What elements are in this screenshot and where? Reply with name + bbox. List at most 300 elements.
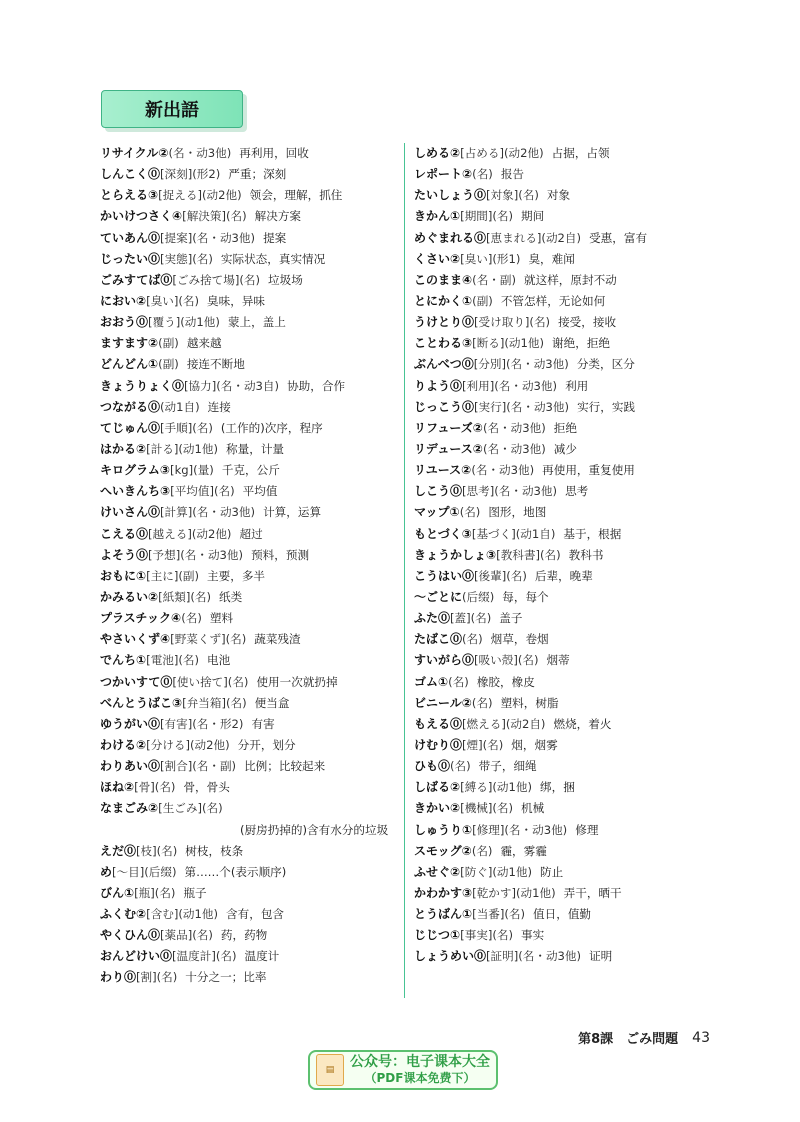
vocab-info: [電池](名)	[146, 653, 200, 668]
vocab-meaning: 分开，划分	[237, 737, 296, 752]
vocab-entry	[100, 228, 400, 249]
vocab-info: [防ぐ](动1他)	[460, 864, 533, 879]
vocab-info: [教科書](名)	[496, 547, 561, 562]
vocab-word: ふくむ②	[100, 907, 147, 922]
vocab-entry	[100, 206, 400, 227]
vocab-entry	[100, 693, 400, 714]
vocab-info: [割](名)	[136, 970, 178, 985]
vocab-entry	[414, 354, 714, 375]
vocab-word: め	[100, 864, 113, 879]
vocab-word: やくひん⓪	[100, 928, 161, 943]
vocab-info: (副)	[158, 336, 179, 351]
vocab-entry	[414, 270, 714, 291]
vocab-entry	[414, 608, 714, 629]
vocab-meaning: 实际状态，真实情况	[220, 251, 326, 266]
vocab-info: (名)	[459, 505, 481, 520]
vocab-info: [分別](名・动3他)	[473, 357, 569, 372]
vocab-word: おんどけい⓪	[100, 949, 173, 964]
vocab-info: [予想](名・动3他)	[148, 547, 244, 562]
vocab-info: [事実](名)	[460, 928, 514, 943]
vocab-entry	[414, 185, 714, 206]
vocab-meaning: 蒙上，盖上	[227, 315, 286, 330]
vocab-word: けいさん⓪	[100, 505, 161, 520]
vocab-meaning: 温度计	[244, 949, 280, 964]
vocab-info: (名・动3他)	[471, 463, 535, 478]
vocab-meaning: 占据，占领	[551, 146, 610, 160]
vocab-word: めぐまれる⓪	[414, 230, 487, 245]
vocab-meaning: 绑，捆	[540, 780, 575, 795]
vocab-meaning: 含有，包含	[226, 907, 285, 922]
vocab-word: どんどん①	[100, 357, 159, 372]
vocab-meaning: 主要，多半	[207, 568, 266, 583]
vocab-entry	[100, 904, 400, 925]
vocab-info: (名)	[450, 759, 471, 774]
vocab-word: ゴム①	[414, 674, 449, 689]
vocab-entry	[100, 714, 400, 735]
vocab-word: なまごみ②	[100, 801, 159, 816]
vocab-meaning: 第……个(表示顺序)	[184, 864, 287, 879]
vocab-meaning: 证明	[589, 949, 613, 964]
vocab-info: [主に](副)	[146, 568, 200, 583]
vocab-column-right	[414, 143, 714, 967]
vocab-info: [実行](名・动3他)	[474, 399, 570, 414]
vocab-entry	[414, 841, 714, 862]
vocab-entry	[414, 587, 714, 608]
vocab-entry	[100, 820, 400, 841]
vocab-info: [占める](动2他)	[460, 146, 544, 160]
vocab-info: (名・副)	[472, 272, 516, 287]
vocab-entry	[100, 291, 400, 312]
vocab-word: べんとうばこ③	[100, 695, 183, 710]
page-footer	[578, 1028, 710, 1047]
vocab-meaning: 烟草，卷烟	[490, 632, 549, 647]
book-icon: ▤	[316, 1054, 344, 1086]
vocab-word: じじつ①	[414, 928, 461, 943]
vocab-entry	[414, 629, 714, 650]
vocab-entry	[100, 756, 400, 777]
vocab-info: [受け取り](名)	[474, 315, 551, 330]
vocab-entry	[414, 820, 714, 841]
vocab-meaning: 计算，运算	[263, 505, 322, 520]
vocab-info: [覆う](动1他)	[148, 315, 220, 330]
vocab-word: よそう⓪	[100, 547, 149, 562]
vocab-info: [実態](名)	[160, 251, 213, 266]
vocab-entry	[414, 735, 714, 756]
vocab-word: おおう⓪	[100, 315, 149, 330]
vocab-entry	[414, 883, 714, 904]
vocab-entry	[414, 291, 714, 312]
vocab-word: リデュース②	[414, 441, 483, 456]
vocab-meaning: 越来越	[186, 336, 222, 351]
vocab-entry	[414, 756, 714, 777]
vocab-meaning: 十分之一；比率	[185, 970, 267, 985]
page-number: 43	[692, 1029, 710, 1046]
vocab-meaning: 对象	[546, 188, 571, 203]
vocab-word: しんこく⓪	[100, 167, 161, 182]
vocab-entry	[100, 185, 400, 206]
watermark-line-2: （PDF课本免费下）	[364, 1071, 476, 1085]
vocab-entry	[100, 777, 400, 798]
vocab-entry	[100, 164, 400, 185]
vocab-word: てじゅん⓪	[100, 420, 161, 435]
vocab-info: [温度計](名)	[172, 949, 237, 964]
vocab-meaning: 塑料	[209, 611, 234, 626]
vocab-meaning: 超过	[239, 526, 263, 541]
vocab-info: [思考](名・动3他)	[462, 484, 558, 499]
vocab-info: [後輩](名)	[474, 568, 527, 583]
vocab-info: [縛る](动1他)	[460, 780, 533, 795]
vocab-word: じったい⓪	[100, 251, 161, 266]
vocab-meaning: 利用	[565, 378, 589, 393]
vocab-word: ふせぐ②	[414, 864, 461, 879]
vocab-meaning: 连接	[207, 399, 231, 414]
vocab-column-left	[100, 143, 400, 989]
vocab-info: [kg](量)	[170, 463, 214, 478]
vocab-info: (副)	[472, 293, 493, 308]
vocab-meaning: 分类，区分	[576, 357, 635, 372]
vocab-meaning: 称量，计量	[226, 441, 285, 456]
vocab-word: きょうかしょ③	[414, 547, 497, 562]
vocab-meaning: 药，药物	[220, 928, 268, 943]
vocab-word: しばる②	[414, 780, 461, 795]
vocab-word: つかいすて⓪	[100, 674, 173, 689]
vocab-info: [機械](名)	[460, 801, 514, 816]
lesson-title: 第8課 ごみ問題	[578, 1032, 679, 1047]
vocab-info: (名)	[462, 632, 483, 647]
vocab-meaning: 值日，值勤	[533, 907, 592, 922]
vocab-meaning: 电池	[207, 653, 231, 668]
vocab-info: (后缀)	[462, 589, 495, 604]
vocab-word: しゅうり①	[414, 822, 473, 837]
vocab-word: わりあい⓪	[100, 759, 161, 774]
vocab-word: たいしょう⓪	[414, 188, 487, 203]
vocab-meaning: 防止	[540, 864, 564, 879]
vocab-word: でんち①	[100, 653, 147, 668]
vocab-word: ていあん⓪	[100, 230, 161, 245]
vocab-meaning: 后辈，晚辈	[534, 568, 593, 583]
vocab-entry	[414, 502, 714, 523]
vocab-meaning: 事实	[521, 928, 545, 943]
vocab-word: レポート②	[414, 167, 473, 182]
vocab-word: けむり⓪	[414, 737, 463, 752]
vocab-meaning: 弄干，晒干	[563, 885, 622, 900]
vocab-info: [計算](名・动3他)	[160, 505, 256, 520]
vocab-entry	[100, 376, 400, 397]
vocab-info: [枝](名)	[136, 843, 178, 858]
vocab-entry	[414, 862, 714, 883]
vocab-entry	[414, 904, 714, 925]
vocab-word: かみるい②	[100, 589, 159, 604]
vocab-info: [臭い](形1)	[460, 251, 521, 266]
vocab-info: [燃える](动2自)	[462, 716, 546, 731]
vocab-info: [有害](名・形2)	[160, 716, 244, 731]
watermark-line-1: 公众号：电子课本大全	[350, 1054, 490, 1070]
vocab-entry	[414, 566, 714, 587]
vocab-meaning: 减少	[553, 441, 577, 456]
vocab-meaning: 教科书	[568, 547, 604, 562]
vocab-entry	[100, 418, 400, 439]
vocab-word: リサイクル②	[100, 146, 169, 160]
vocab-meaning: 霾，雾霾	[500, 843, 547, 858]
vocab-info: [証明](名・动3他)	[486, 949, 582, 964]
vocab-entry	[414, 143, 714, 164]
vocab-info: (名・动3他)	[482, 420, 546, 435]
vocab-info: [臭い](名)	[146, 293, 200, 308]
vocab-entry	[414, 249, 714, 270]
vocab-meaning: 基于，根据	[563, 526, 622, 541]
vocab-meaning: 燃烧，着火	[553, 716, 612, 731]
vocab-entry	[414, 206, 714, 227]
vocab-info: [解決策](名)	[182, 209, 247, 224]
vocab-entry	[100, 925, 400, 946]
vocab-entry	[100, 967, 400, 988]
vocab-meaning: 预料，预测	[251, 547, 310, 562]
vocab-meaning: 实行，实践	[577, 399, 636, 414]
vocab-word: プラスチック④	[100, 611, 182, 626]
vocab-entry	[100, 143, 400, 164]
vocab-word: ゆうがい⓪	[100, 716, 161, 731]
vocab-entry	[100, 650, 400, 671]
vocab-word: へいきんち③	[100, 484, 171, 499]
vocab-meaning: 骨，骨头	[183, 780, 230, 795]
vocab-entry	[414, 777, 714, 798]
vocab-entry	[100, 587, 400, 608]
vocab-word: びん①	[100, 885, 135, 900]
vocab-info: [紙類](名)	[158, 589, 212, 604]
vocab-word: きかい②	[414, 801, 461, 816]
vocab-entry	[100, 460, 400, 481]
vocab-meaning: 垃圾场	[268, 272, 303, 287]
vocab-info: (名・动3他)	[168, 146, 232, 160]
vocab-info: [弁当箱](名)	[182, 695, 247, 710]
vocab-info: [分ける](动2他)	[146, 737, 230, 752]
vocab-entry	[414, 524, 714, 545]
vocab-info: [協力](名・动3自)	[184, 378, 280, 393]
section-title: 新出語	[101, 90, 243, 128]
vocab-meaning: 烟，烟雾	[511, 737, 558, 752]
vocab-entry	[100, 946, 400, 967]
vocab-info: [基づく](动1自)	[471, 526, 556, 541]
vocab-entry	[414, 397, 714, 418]
vocab-meaning: (工作的)次序，程序	[220, 420, 323, 435]
vocab-entry	[100, 841, 400, 862]
vocab-info: [利用](名・动3他)	[462, 378, 558, 393]
vocab-entry	[100, 312, 400, 333]
vocab-word: えだ⓪	[100, 843, 137, 858]
vocab-word: ぶんべつ⓪	[414, 357, 474, 372]
vocab-word: かわかす③	[414, 885, 473, 900]
vocab-entry	[100, 481, 400, 502]
vocab-entry	[100, 629, 400, 650]
vocab-entry	[414, 946, 714, 967]
vocab-meaning: 塑料，树脂	[500, 695, 559, 710]
vocab-info: [煙](名)	[462, 737, 504, 752]
vocab-entry	[100, 249, 400, 270]
vocab-word: マップ①	[414, 505, 460, 520]
vocab-entry	[414, 333, 714, 354]
vocab-meaning: 有害	[251, 716, 275, 731]
vocab-word: こうはい⓪	[414, 568, 475, 583]
vocab-word: もとづく③	[414, 526, 472, 541]
vocab-word: ～ごとに	[414, 589, 463, 604]
vocab-entry	[100, 545, 400, 566]
vocab-meaning: 再使用，重复使用	[542, 463, 635, 478]
vocab-word: ひも⓪	[414, 759, 451, 774]
vocab-word: キログラム③	[100, 463, 171, 478]
vocab-word: リユース②	[414, 463, 472, 478]
vocab-info: (名)	[472, 167, 493, 182]
vocab-entry	[414, 481, 714, 502]
vocab-word: わり⓪	[100, 970, 137, 985]
vocab-entry	[100, 608, 400, 629]
vocab-meaning: 不管怎样，无论如何	[500, 293, 606, 308]
vocab-entry	[100, 397, 400, 418]
vocab-meaning: 盖子	[499, 611, 523, 626]
vocab-meaning: 再利用，回收	[239, 146, 309, 160]
vocab-info: (名)	[471, 695, 493, 710]
vocab-info: (名・动3他)	[482, 441, 546, 456]
vocab-info: [断る](动1他)	[472, 336, 545, 351]
vocab-meaning: 纸类	[219, 589, 243, 604]
vocab-entry	[414, 460, 714, 481]
vocab-info: (名)	[471, 843, 493, 858]
vocab-word: うけとり⓪	[414, 315, 475, 330]
vocab-entry	[414, 798, 714, 819]
vocab-word: たばこ⓪	[414, 632, 463, 647]
vocab-word: つながる⓪	[100, 399, 161, 414]
vocab-meaning: 便当盒	[254, 695, 290, 710]
vocab-word: スモッグ②	[414, 843, 472, 858]
vocab-entry	[414, 376, 714, 397]
vocab-word: きょうりょく⓪	[100, 378, 185, 393]
vocab-word: におい②	[100, 293, 147, 308]
vocab-entry	[414, 545, 714, 566]
vocab-info: [生ごみ](名)	[158, 801, 223, 816]
vocab-info: [～目](后缀)	[112, 864, 177, 879]
vocab-word: りよう⓪	[414, 378, 463, 393]
vocab-info: [骨](名)	[134, 780, 176, 795]
vocab-word: リフューズ②	[414, 420, 483, 435]
vocab-entry	[414, 925, 714, 946]
vocab-word: じっこう⓪	[414, 399, 475, 414]
vocab-word: しこう⓪	[414, 484, 463, 499]
vocab-info: [計る](动1他)	[146, 441, 219, 456]
vocab-info: [捉える](动2他)	[158, 188, 242, 203]
vocab-entry	[414, 418, 714, 439]
vocab-word: おもに①	[100, 568, 147, 583]
vocab-word: とにかく①	[414, 293, 473, 308]
vocab-word: やさいくず④	[100, 632, 171, 647]
vocab-info: [恵まれる](动2自)	[486, 230, 582, 245]
vocab-word: ますます②	[100, 336, 159, 351]
vocab-meaning: 解决方案	[254, 209, 302, 224]
vocab-entry	[100, 735, 400, 756]
vocab-meaning: 蔬菜残渣	[254, 632, 301, 647]
vocab-meaning: 臭，难闻	[528, 251, 575, 266]
vocab-word: わける②	[100, 737, 147, 752]
vocab-info: [当番](名)	[472, 907, 526, 922]
vocab-meaning: 接连不断地	[186, 357, 245, 372]
vocab-meaning: 修理	[575, 822, 599, 837]
vocab-info: [平均值](名)	[170, 484, 235, 499]
vocab-meaning: 平均值	[242, 484, 278, 499]
vocab-meaning: 思考	[565, 484, 589, 499]
vocab-meaning: 领会，理解，抓住	[249, 188, 343, 203]
vocab-entry	[414, 439, 714, 460]
vocab-word: ほね②	[100, 780, 135, 795]
vocab-word: しょうめい⓪	[414, 949, 487, 964]
vocab-entry	[100, 524, 400, 545]
vocab-entry	[414, 650, 714, 671]
vocab-word: とらえる③	[100, 188, 159, 203]
vocab-info: (动1自)	[160, 399, 200, 414]
vocab-meaning: 树枝，枝条	[185, 843, 244, 858]
vocab-word: ごみすてば⓪	[100, 272, 173, 287]
vocab-meaning: 每，每个	[502, 589, 549, 604]
vocab-info: [含む](动1他)	[146, 907, 219, 922]
vocab-info: [瓶](名)	[134, 885, 176, 900]
vocab-word: きかん①	[414, 209, 461, 224]
column-divider	[404, 143, 405, 998]
vocab-info: [手順](名)	[160, 420, 213, 435]
vocab-meaning: 期间	[521, 209, 545, 224]
vocab-entry	[414, 164, 714, 185]
vocab-meaning: 接受，接收	[558, 315, 617, 330]
vocab-meaning: 严重；深刻	[228, 167, 287, 182]
vocab-word: ビニール②	[414, 695, 472, 710]
vocab-entry	[100, 439, 400, 460]
vocab-info: [乾かす](动1他)	[472, 885, 556, 900]
vocab-entry	[100, 270, 400, 291]
vocab-info: [対象](名)	[486, 188, 539, 203]
vocab-entry	[100, 862, 400, 883]
vocab-meaning: 受惠，富有	[589, 230, 648, 245]
vocab-word: はかる②	[100, 441, 147, 456]
vocab-word: くさい②	[414, 251, 461, 266]
vocab-entry	[414, 693, 714, 714]
vocab-meaning: 机械	[521, 801, 545, 816]
vocab-entry	[414, 672, 714, 693]
vocab-info: [提案](名・动3他)	[160, 230, 256, 245]
vocab-info: (副)	[158, 357, 179, 372]
vocab-info: [吸い殻](名)	[474, 653, 539, 668]
vocab-entry	[414, 228, 714, 249]
vocab-entry	[414, 312, 714, 333]
vocab-info: [蓋](名)	[450, 611, 492, 626]
vocab-word: このまま④	[414, 272, 473, 287]
vocab-entry	[414, 714, 714, 735]
vocab-meaning: 拒绝	[553, 420, 577, 435]
vocab-meaning: 就这样，原封不动	[524, 272, 617, 287]
vocab-word: すいがら⓪	[414, 653, 475, 668]
vocab-meaning: 比例；比较起来	[244, 759, 326, 774]
vocab-entry	[100, 566, 400, 587]
vocab-meaning: 烟蒂	[546, 653, 570, 668]
vocab-info: [期間](名)	[460, 209, 514, 224]
vocab-info: [深刻](形2)	[160, 167, 221, 182]
vocab-meaning: 报告	[500, 167, 525, 182]
vocab-meaning: 提案	[263, 230, 287, 245]
vocab-word: こえる⓪	[100, 526, 149, 541]
vocab-meaning: 橡胶，橡皮	[476, 674, 535, 689]
vocab-entry	[100, 502, 400, 523]
vocab-meaning: 图形，地图	[488, 505, 547, 520]
vocab-word: とうばん①	[414, 907, 473, 922]
vocab-entry	[100, 672, 400, 693]
vocab-meaning: 使用一次就扔掉	[256, 674, 338, 689]
vocab-word: しめる②	[414, 146, 461, 160]
vocab-info: [ごみ捨て場](名)	[172, 272, 261, 287]
